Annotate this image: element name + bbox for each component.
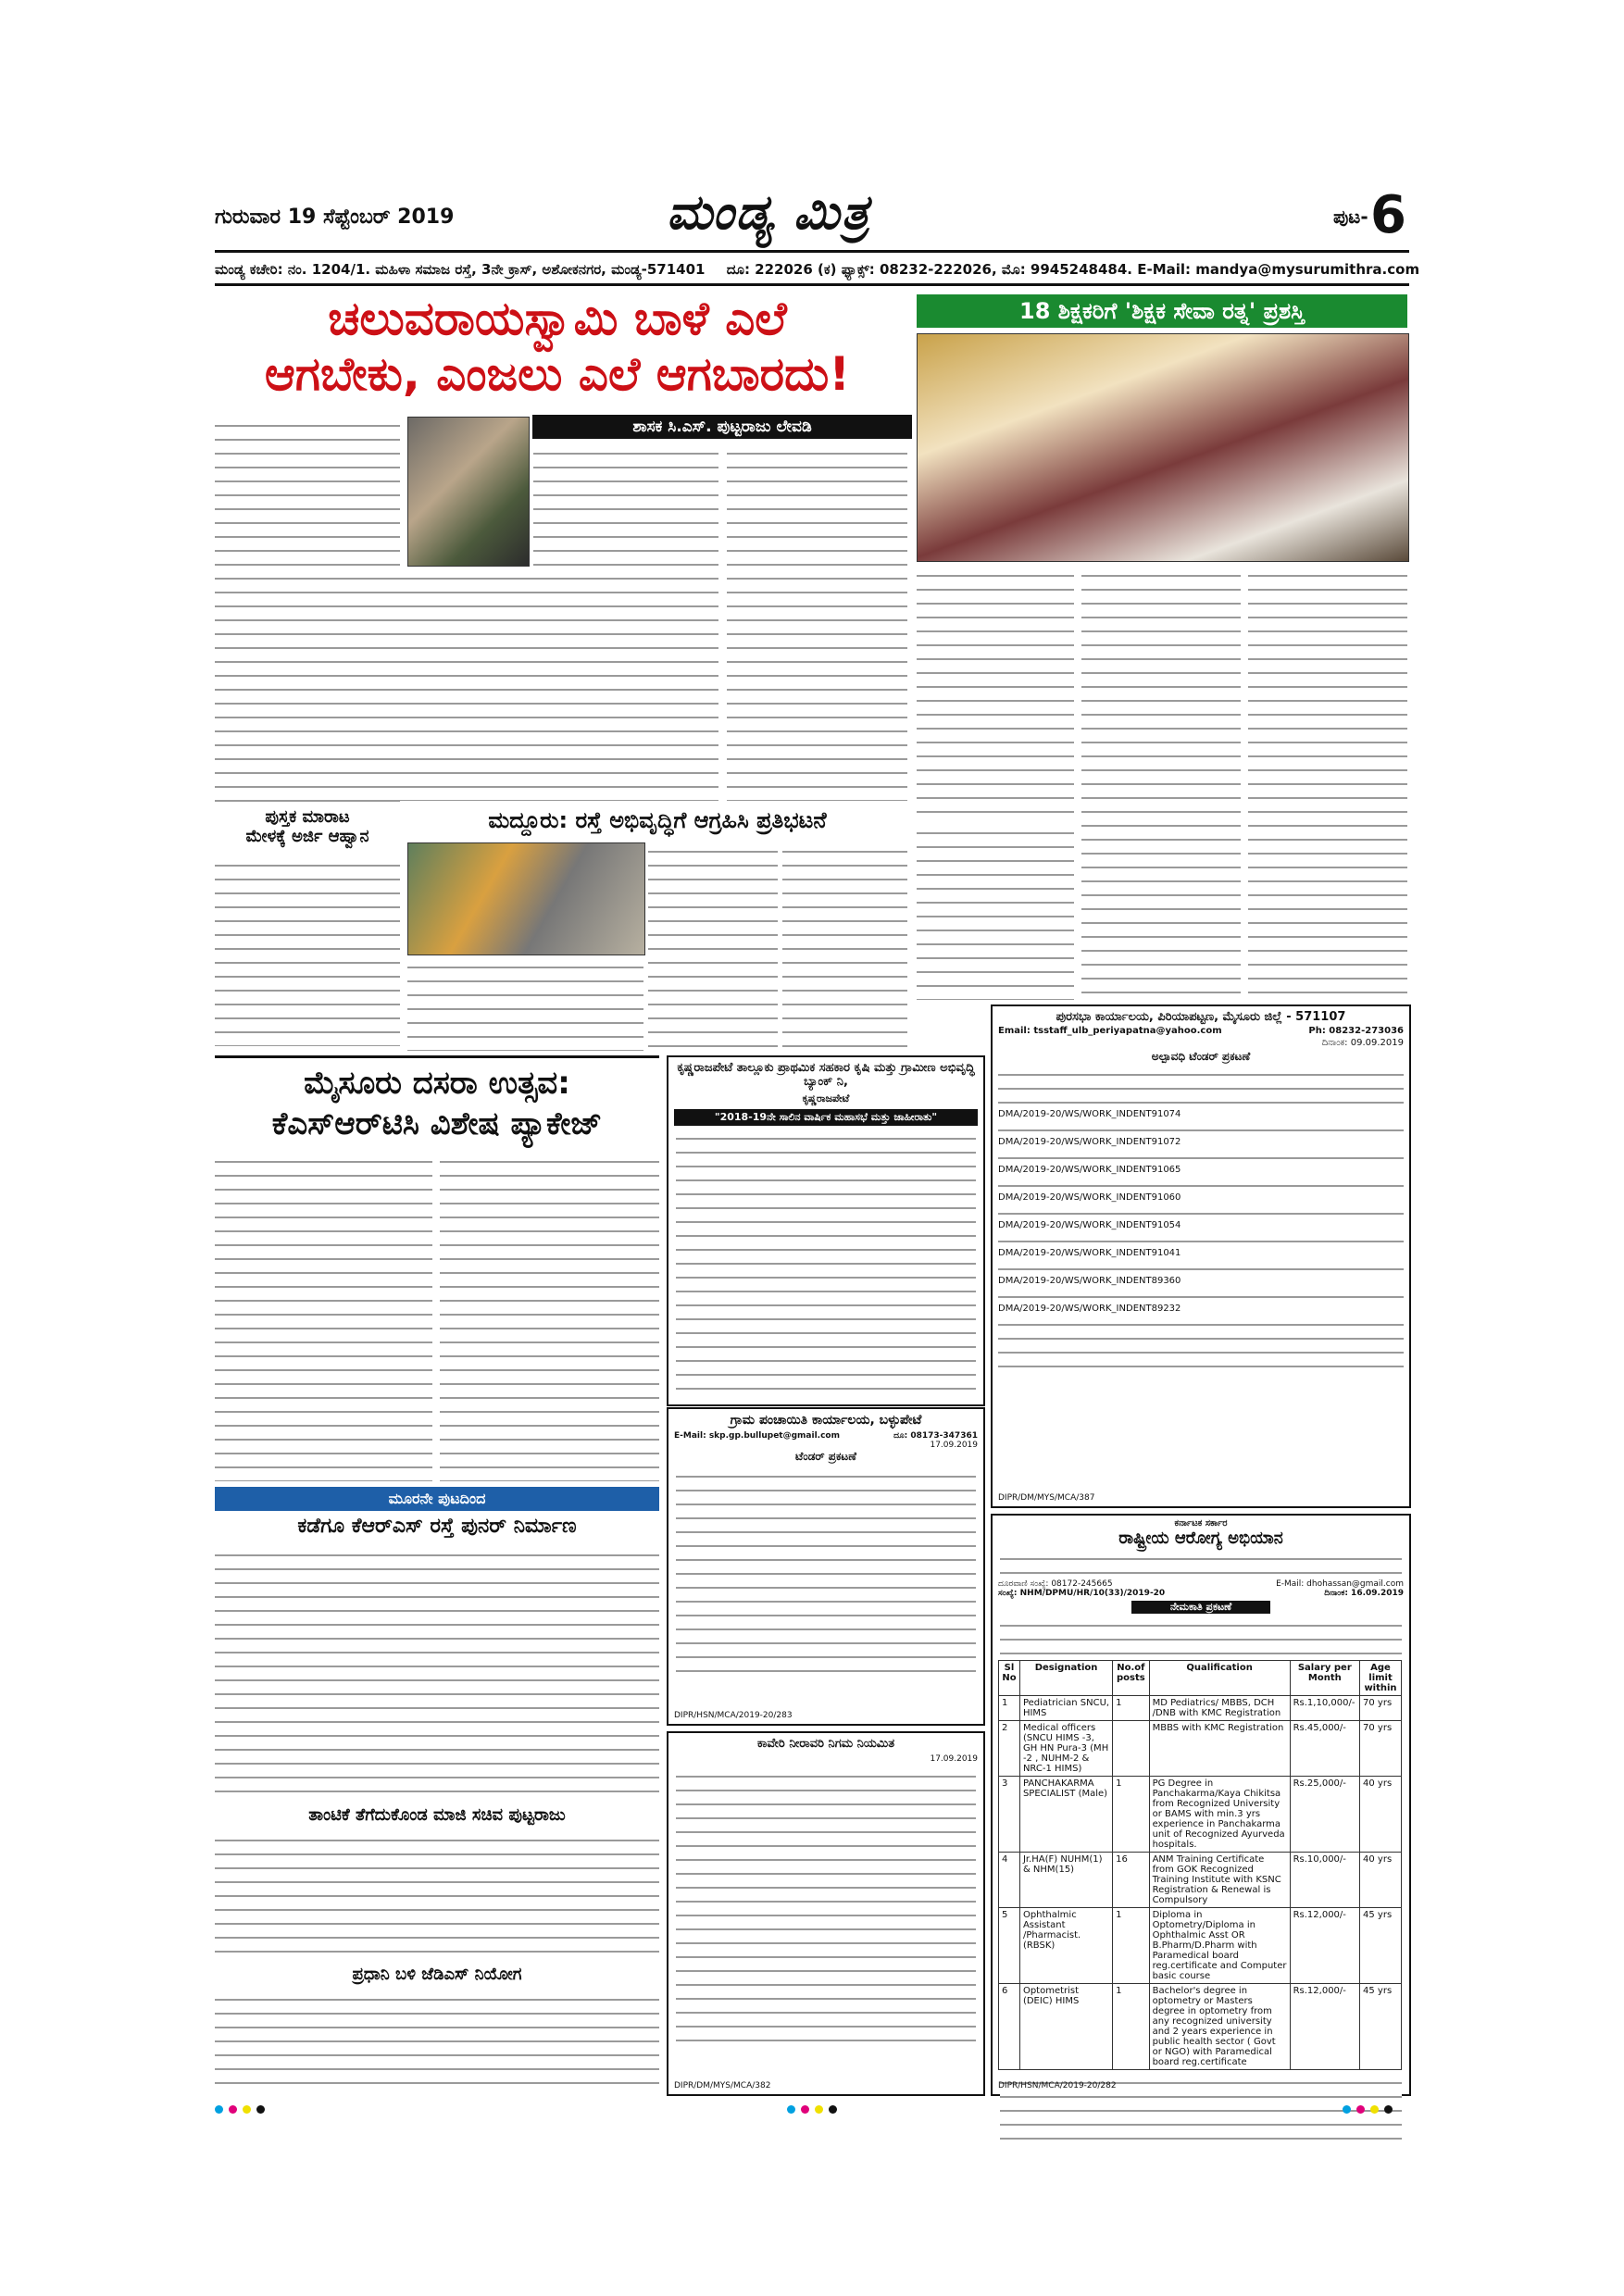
address-rule — [215, 283, 1409, 286]
dasara-rule — [215, 1055, 659, 1058]
periyapatna-line — [998, 1232, 1404, 1246]
irrigation-title: ಕಾವೇರಿ ನೀರಾವರಿ ನಿಗಮ ನಿಯಮಿತ — [756, 1737, 895, 1751]
table-cell — [1113, 1721, 1149, 1777]
award-text-col1b — [917, 824, 1074, 1000]
gp-date: 17.09.2019 — [930, 1441, 978, 1450]
nhm-date: ದಿನಾಂಕ: 16.09.2019 — [1324, 1589, 1404, 1598]
periyapatna-office: ಪುರಸಭಾ ಕಾರ್ಯಾಲಯ, ಪಿರಿಯಾಪಟ್ಟಣ, ಮೈಸೂರು ಜಿಲ್ಲೆ - 571107 — [1056, 1010, 1346, 1024]
table-cell: Optometrist (DEIC) HIMS — [1019, 1984, 1112, 2070]
periyapatna-indents — [993, 1066, 1409, 1371]
table-cell: Rs.25,000/- — [1290, 1777, 1359, 1853]
nhm-state: ಕರ್ನಾಟಕ ಸರ್ಕಾರ — [1174, 1518, 1228, 1529]
periyapatna-email: Email: tsstaff_ulb_periyapatna@yahoo.com — [998, 1026, 1222, 1036]
color-registration-marks — [787, 2100, 843, 2117]
lead-text-col2 — [533, 444, 718, 801]
maddur-headline: ಮದ್ದೂರು: ರಸ್ತೆ ಅಭಿವೃದ್ಧಿಗೆ ಆಗ್ರಹಿಸಿ ಪ್ರತಿಭಟನೆ — [488, 807, 827, 833]
dasara-headline-line2: ಕೆಎಸ್ಆರ್‌ಟಿಸಿ ವಿಶೇಷ ಪ್ಯಾಕೇಜ್ — [271, 1105, 603, 1142]
nhm-phone: ದೂರವಾಣಿ ಸಂಖ್ಯೆ: 08172-245665 — [998, 1579, 1113, 1589]
table-cell: 40 yrs — [1360, 1777, 1402, 1853]
award-photo — [917, 333, 1409, 562]
dasara-headline — [215, 1063, 659, 1144]
periyapatna-phone: Ph: 08232-273036 — [1308, 1026, 1404, 1036]
table-row — [999, 1777, 1402, 1853]
periyapatna-indent-6: DMA/2019-20/WS/WORK_INDENT91041 — [998, 1248, 1181, 1258]
table-cell: Rs.1,10,000/- — [1290, 1696, 1359, 1721]
lead-text-col3 — [727, 444, 907, 801]
table-cell: PG Degree in Panchakarma/Kaya Chikitsa from Recognized University or BAMS with min.3 yrs experience in Panchakarma unit of Recognized Ayurveda hospitals. — [1149, 1777, 1290, 1853]
nhm-intro — [1000, 1616, 1402, 1658]
periyapatna-indent-3: DMA/2019-20/WS/WORK_INDENT91065 — [998, 1165, 1181, 1175]
nhm-posts-table — [998, 1660, 1402, 2070]
krs-road-text — [215, 1546, 659, 1801]
periyapatna-line — [998, 1149, 1404, 1163]
coop-bank-subtitle: "2018-19ನೇ ಸಾಲಿನ ವಾರ್ಷಿಕ ಮಹಾಸಭೆ ಮತ್ತು ಜಾಹೀರಾತು" — [674, 1109, 978, 1126]
table-cell: Rs.12,000/- — [1290, 1908, 1359, 1984]
irrigation-footer: DIPR/DM/MYS/MCA/382 — [674, 2081, 771, 2090]
periyapatna-indent-7: DMA/2019-20/WS/WORK_INDENT89360 — [998, 1276, 1181, 1286]
maddur-text-col1 — [648, 842, 778, 1051]
contact-text: ದೂ: 222026 (ಕ) ಫ್ಯಾಕ್ಸ್: 08232-222026, ಮೊ: 9945248484. E-Mail: mandya@mysurumithra.com — [726, 261, 1420, 278]
periyapatna-date: ದಿನಾಂಕ: 09.09.2019 — [1321, 1038, 1404, 1048]
address-text: ಮಂಡ್ಯ ಕಚೇರಿ: ನಂ. 1204/1. ಮಹಿಳಾ ಸಮಾಜ ರಸ್ತೆ, 3ನೇ ಕ್ರಾಸ್, ಅಶೋಕನಗರ, ಮಂಡ್ಯ-571401 — [215, 261, 706, 278]
gp-email: E-Mail: skp.gp.bullupet@gmail.com — [674, 1431, 840, 1441]
nhm-footer: DIPR/HSN/MCA/2019-20/282 — [998, 2081, 1117, 2090]
table-cell: Rs.12,000/- — [1290, 1984, 1359, 2070]
periyapatna-tender-notice — [991, 1004, 1411, 1508]
coop-bank-title: ಕೃಷ್ಣರಾಜಪೇಟೆ ತಾಲ್ಲೂಕು ಪ್ರಾಥಮಿಕ ಸಹಕಾರ ಕೃಷಿ ಮತ್ತು ಗ್ರಾಮೀಣ ಅಭಿವೃದ್ಧಿ ಬ್ಯಾಂಕ್ ನಿ, — [677, 1061, 975, 1089]
table-row — [999, 1908, 1402, 1984]
gp-contact — [668, 1431, 983, 1441]
dasara-text-col1 — [215, 1153, 432, 1481]
table-cell: MD Pediatrics/ MBBS, DCH /DNB with KMC Registration — [1149, 1696, 1290, 1721]
lead-headline-line1: ಚಲುವರಾಯಸ್ವಾಮಿ ಬಾಳೆ ಎಲೆ — [328, 292, 787, 345]
header-rule — [215, 250, 1409, 253]
table-cell: Rs.45,000/- — [1290, 1721, 1359, 1777]
periyapatna-line — [998, 1288, 1404, 1302]
nhm-col-header: Sl No — [999, 1661, 1020, 1696]
table-cell: PANCHAKARMA SPECIALIST (Male) — [1019, 1777, 1112, 1853]
lead-headline-line2: ಆಗಬೇಕು, ಎಂಜಲು ಎಲೆ ಆಗಬಾರದು! — [264, 347, 851, 401]
book-sale-heading — [215, 807, 400, 846]
nhm-col-header: Qualification — [1149, 1661, 1290, 1696]
table-cell: 70 yrs — [1360, 1721, 1402, 1777]
nhm-email: E-Mail: dhohassan@gmail.com — [1276, 1579, 1404, 1589]
award-text-col1 — [917, 567, 1074, 817]
dasara-headline-line1: ಮೈಸೂರು ದಸರಾ ಉತ್ಸವ: — [304, 1065, 570, 1102]
table-cell: 5 — [999, 1908, 1020, 1984]
award-text-col3 — [1248, 567, 1407, 997]
book-sale-text — [215, 856, 400, 1046]
table-cell: 2 — [999, 1721, 1020, 1777]
table-cell: 1 — [1113, 1777, 1149, 1853]
table-cell: 1 — [999, 1696, 1020, 1721]
award-text-col2 — [1081, 567, 1241, 997]
irrigation-body — [676, 1767, 976, 2045]
page-number: 6 — [1370, 185, 1406, 245]
periyapatna-indent-1: DMA/2019-20/WS/WORK_INDENT91074 — [998, 1109, 1181, 1119]
lead-text-col1b — [215, 569, 539, 801]
periyapatna-footer: DIPR/DM/MYS/MCA/387 — [998, 1493, 1095, 1503]
table-cell: ANM Training Certificate from GOK Recognized Training Institute with KSNC Registration & Renewal is Compulsory — [1149, 1853, 1290, 1908]
table-cell: MBBS with KMC Registration — [1149, 1721, 1290, 1777]
maddur-text-col2 — [782, 842, 907, 1051]
table-cell: Diploma in Optometry/Diploma in Ophthalmic Asst OR B.Pharm/D.Pharm with Paramedical board reg.certificate and Computer basic course — [1149, 1908, 1290, 1984]
table-cell: 45 yrs — [1360, 1984, 1402, 2070]
gram-panchayat-notice — [667, 1407, 985, 1726]
book-sale-subtitle: ಮೇಳಕ್ಕೆ ಅರ್ಜಿ ಆಹ್ವಾನ — [245, 827, 369, 846]
table-cell: 1 — [1113, 1696, 1149, 1721]
table-cell: 40 yrs — [1360, 1853, 1402, 1908]
table-cell: 4 — [999, 1853, 1020, 1908]
gp-footer: DIPR/HSN/MCA/2019-20/283 — [674, 1711, 793, 1720]
periyapatna-indent-8: DMA/2019-20/WS/WORK_INDENT89232 — [998, 1304, 1181, 1314]
periyapatna-intro — [998, 1066, 1404, 1107]
puttaraju-subhead: ತಾಂಟಿಕೆ ತೆಗೆದುಕೊಂಡ ಮಾಜಿ ಸಚಿವ ಪುಟ್ಟರಾಜು — [308, 1805, 566, 1825]
nhm-ref: ಸಂಖ್ಯೆ: NHM/DPMU/HR/10(33)/2019-20 — [998, 1589, 1166, 1598]
irrigation-date: 17.09.2019 — [930, 1754, 978, 1764]
award-banner: 18 ಶಿಕ್ಷಕರಿಗೆ 'ಶಿಕ್ಷಕ ಸೇವಾ ರತ್ನ' ಪ್ರಶಸ್ತಿ — [917, 294, 1407, 328]
periyapatna-line — [998, 1177, 1404, 1191]
krs-road-headline: ಕಡೆಗೂ ಕೆಆರ್‌ಎಸ್ ರಸ್ತೆ ಪುನರ್ ನಿರ್ಮಾಣ — [297, 1515, 577, 1538]
coop-bank-body — [676, 1129, 976, 1398]
periyapatna-title: ಅಲ್ಪಾವಧಿ ಟೆಂಡರ್ ಪ್ರಕಟಣೆ — [1151, 1050, 1251, 1063]
table-cell: 1 — [1113, 1984, 1149, 2070]
jds-subhead: ಪ್ರಧಾನಿ ಬಳಿ ಜೆಡಿಎಸ್ ನಿಯೋಗ — [352, 1965, 522, 1984]
table-cell: 1 — [1113, 1908, 1149, 1984]
periyapatna-indent-5: DMA/2019-20/WS/WORK_INDENT91054 — [998, 1220, 1181, 1230]
periyapatna-outro — [998, 1316, 1404, 1371]
issue-date: ಗುರುವಾರ 19 ಸೆಪ್ಟೆಂಬರ್ 2019 — [215, 206, 455, 229]
nhm-col-header: Age limit within — [1360, 1661, 1402, 1696]
nhm-col-header: Designation — [1019, 1661, 1112, 1696]
table-cell: Bachelor's degree in optometry or Masters degree in optometry from any recognized university and 2 years experience in public health sector ( Govt or NGO) with Paramedical board reg.certificate — [1149, 1984, 1290, 2070]
gp-phone: ದೂ: 08173-347361 — [893, 1431, 978, 1441]
table-row — [999, 1696, 1402, 1721]
nhm-recruitment-notice — [991, 1514, 1411, 2096]
table-cell: Jr.HA(F) NUHM(1) & NHM(15) — [1019, 1853, 1112, 1908]
nhm-ref-row — [993, 1589, 1409, 1598]
gp-body — [676, 1467, 976, 1680]
lead-kicker: ಶಾಸಕ ಸಿ.ಎಸ್. ಪುಟ್ಟರಾಜು ಲೇವಡಿ — [532, 415, 912, 439]
color-registration-marks — [215, 2100, 270, 2117]
coop-bank-place: ಕೃಷ್ಣರಾಜಪೇಟೆ — [802, 1092, 850, 1104]
periyapatna-indent-2: DMA/2019-20/WS/WORK_INDENT91072 — [998, 1137, 1181, 1147]
periyapatna-line — [998, 1204, 1404, 1218]
nhm-col-header: Salary per Month — [1290, 1661, 1359, 1696]
dasara-text-col2 — [440, 1153, 659, 1481]
continuation-banner: ಮೂರನೇ ಪುಟದಿಂದ — [215, 1487, 659, 1511]
nhm-table-header — [999, 1661, 1402, 1696]
table-cell: 70 yrs — [1360, 1696, 1402, 1721]
nhm-notice-label: ನೇಮಕಾತಿ ಪ್ರಕಟಣೆ — [1131, 1601, 1270, 1614]
table-cell: 45 yrs — [1360, 1908, 1402, 1984]
coop-bank-notice — [667, 1055, 985, 1406]
irrigation-notice — [667, 1731, 985, 2096]
table-cell: Rs.10,000/- — [1290, 1853, 1359, 1908]
maddur-text-col0 — [407, 958, 643, 1051]
table-cell: Pediatrician SNCU, HIMS — [1019, 1696, 1112, 1721]
table-cell: 16 — [1113, 1853, 1149, 1908]
periyapatna-line — [998, 1260, 1404, 1274]
nhm-table-body — [999, 1696, 1402, 2070]
jds-text — [215, 1990, 659, 2092]
table-cell: Ophthalmic Assistant /Pharmacist. (RBSK) — [1019, 1908, 1112, 1984]
puttaraju-text — [215, 1831, 659, 1961]
periyapatna-contact-row — [993, 1024, 1409, 1038]
masthead-title: ಮಂಡ್ಯ ಮಿತ್ರ — [667, 185, 871, 241]
nhm-title: ರಾಷ್ಟ್ರೀಯ ಆರೋಗ್ಯ ಅಭಿಯಾನ — [1118, 1529, 1283, 1548]
table-cell: 6 — [999, 1984, 1020, 2070]
periyapatna-line — [998, 1121, 1404, 1135]
nhm-col-header: No.of posts — [1113, 1661, 1149, 1696]
table-cell: 3 — [999, 1777, 1020, 1853]
page-label: ಪುಟ- — [1333, 206, 1368, 228]
table-row — [999, 1721, 1402, 1777]
nhm-address — [1000, 1550, 1402, 1578]
color-registration-marks — [1343, 2100, 1398, 2117]
table-cell: Medical officers (SNCU HIMS -3, GH HN Pura-3 (MH -2 , NUHM-2 & NRC-1 HIMS) — [1019, 1721, 1112, 1777]
nhm-contact — [993, 1579, 1409, 1589]
lead-headline — [215, 291, 900, 402]
office-address — [215, 261, 1419, 278]
table-row — [999, 1984, 1402, 2070]
gp-title: ಗ್ರಾಮ ಪಂಚಾಯಿತಿ ಕಾರ್ಯಾಲಯ, ಬಳ್ಳುಪೇಟೆ — [730, 1413, 922, 1428]
maddur-photo — [407, 842, 645, 955]
lead-photo — [407, 417, 530, 567]
periyapatna-indent-4: DMA/2019-20/WS/WORK_INDENT91060 — [998, 1192, 1181, 1203]
book-sale-title: ಪುಸ್ತಕ ಮಾರಾಟ — [265, 807, 350, 827]
gp-subtitle: ಟೆಂಡರ್ ಪ್ರಕಟಣೆ — [795, 1450, 856, 1463]
table-row — [999, 1853, 1402, 1908]
